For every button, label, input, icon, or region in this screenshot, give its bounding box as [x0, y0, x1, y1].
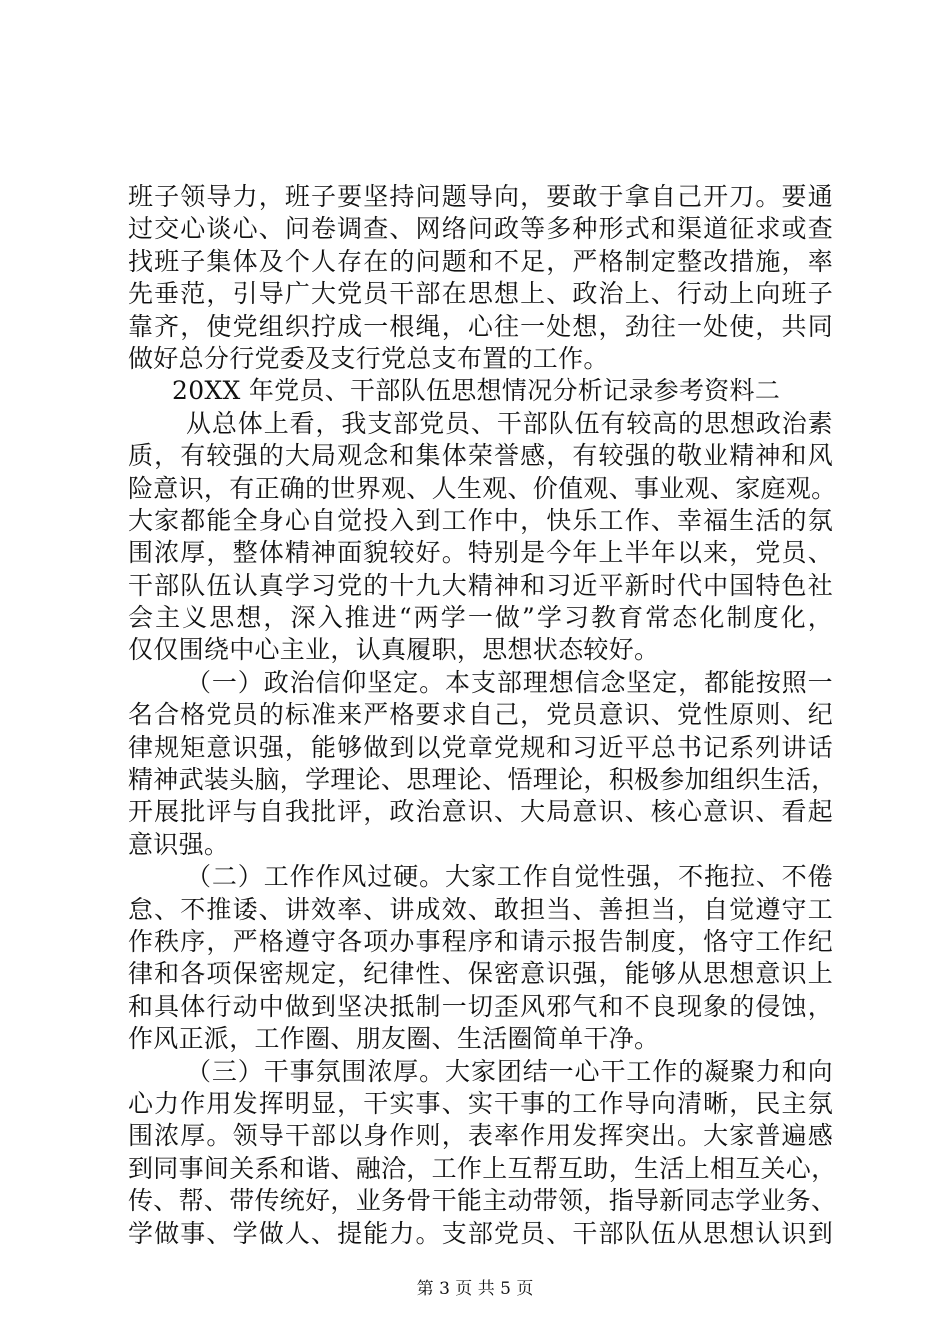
text-line: 作风正派，工作圈、朋友圈、生活圈简单干净。 — [128, 1024, 660, 1054]
text-line: 学做事、学做人、提能力。支部党员、干部队伍从思想认识到 — [128, 1218, 833, 1248]
text-line: 从总体上看，我支部党员、干部队伍有较高的思想政治素 — [186, 408, 833, 438]
text-line: 干部队伍认真学习党的十九大精神和习近平新时代中国特色社 — [128, 570, 833, 600]
text-line: 作秩序，严格遵守各项办事程序和请示报告制度，恪守工作纪 — [128, 926, 833, 956]
text-line: 大家都能全身心自觉投入到工作中，快乐工作、幸福生活的氛 — [128, 505, 833, 535]
page-footer: 第 3 页 共 5 页 — [416, 1279, 534, 1299]
text-line: （三）干事氛围浓厚。大家团结一心干工作的凝聚力和向 — [186, 1056, 833, 1086]
text-line: （一）政治信仰坚定。本支部理想信念坚定，都能按照一 — [186, 667, 833, 697]
text-line: 意识强。 — [128, 829, 230, 859]
text-line: 做好总分行党委及支行党总支布置的工作。 — [128, 343, 609, 373]
text-line: 开展批评与自我批评，政治意识、大局意识、核心意识、看起 — [128, 797, 833, 827]
text-line: 围浓厚。领导干部以身作则，表率作用发挥突出。大家普遍感 — [128, 1121, 833, 1151]
text-line: 律和各项保密规定，纪律性、保密意识强，能够从思想意识上 — [128, 959, 833, 989]
text-line: 名合格党员的标准来严格要求自己，党员意识、党性原则、纪 — [128, 700, 833, 730]
text-line: 围浓厚，整体精神面貌较好。特别是今年上半年以来，党员、 — [128, 538, 833, 568]
text-line: 传、帮、带传统好，业务骨干能主动带领，指导新同志学业务、 — [128, 1186, 837, 1216]
text-line: 和具体行动中做到坚决抵制一切歪风邪气和不良现象的侵蚀， — [128, 991, 833, 1021]
text-line: 先垂范，引导广大党员干部在思想上、政治上、行动上向班子 — [128, 279, 833, 309]
body-text — [128, 181, 837, 1250]
text-line: 险意识，有正确的世界观、人生观、价值观、事业观、家庭观。 — [128, 473, 837, 503]
text-line: 心力作用发挥明显，干实事、实干事的工作导向清晰，民主氛 — [128, 1088, 833, 1118]
text-line: 精神武装头脑，学理论、思理论、悟理论，积极参加组织生活， — [128, 765, 837, 795]
text-line: 到同事间关系和谐、融洽，工作上互帮互助，生活上相互关心， — [128, 1153, 837, 1183]
text-line: 仅仅围绕中心主业，认真履职，思想状态较好。 — [128, 635, 660, 665]
text-line: 质，有较强的大局观念和集体荣誉感，有较强的敬业精神和风 — [128, 441, 833, 471]
text-line: 班子领导力，班子要坚持问题导向，要敢于拿自己开刀。要通 — [128, 182, 833, 211]
text-line: （二）工作作风过硬。大家工作自觉性强，不拖拉、不倦 — [186, 862, 833, 892]
text-line: 会主义思想，深入推进“两学一做”学习教育常态化制度化， — [128, 603, 833, 633]
text-line: 过交心谈心、问卷调查、网络问政等多种形式和渠道征求或查 — [128, 214, 833, 244]
text-line: 靠齐，使党组织拧成一根绳，心往一处想，劲往一处使，共同 — [128, 311, 833, 341]
text-line: 律规矩意识强，能够做到以党章党规和习近平总书记系列讲话 — [128, 732, 833, 762]
text-line: 找班子集体及个人存在的问题和不足，严格制定整改措施，率 — [128, 246, 833, 276]
section-title: 20XX 年党员、干部队伍思想情况分析记录参考资料二 — [172, 376, 781, 406]
text-line: 怠、不推诿、讲效率、讲成效、敢担当、善担当，自觉遵守工 — [128, 894, 833, 924]
